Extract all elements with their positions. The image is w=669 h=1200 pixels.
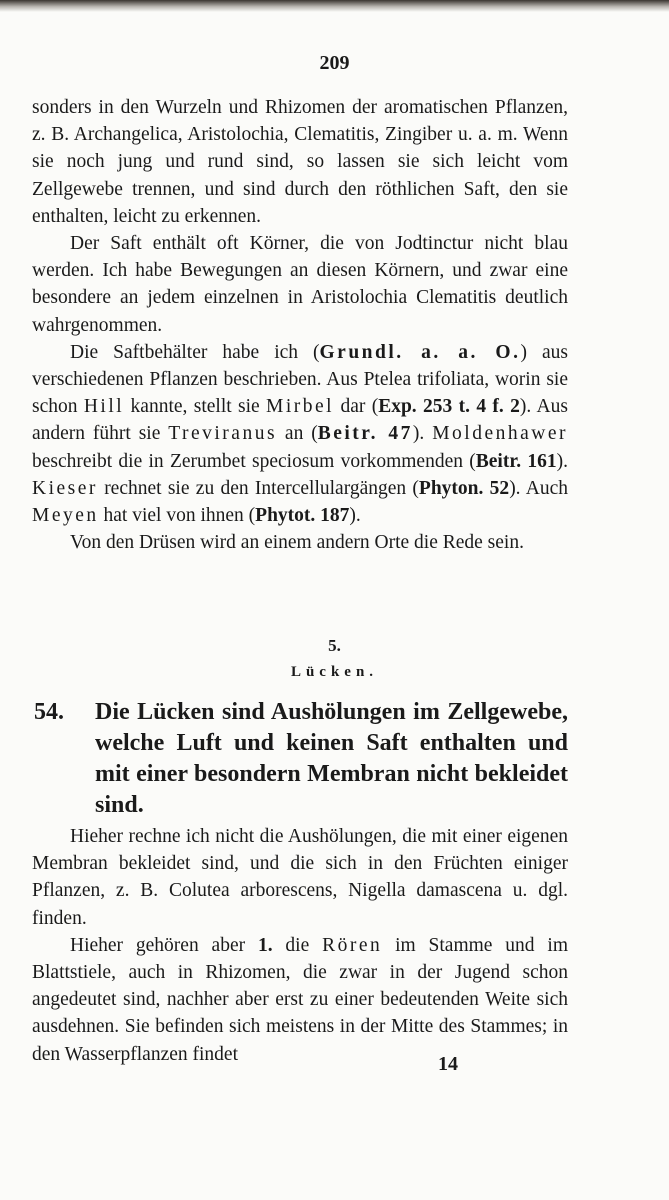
section-number: 5.: [328, 636, 341, 655]
paragraph-druesen: Von den Drüsen wird an einem andern Orte die Rede sein.: [70, 532, 524, 554]
citation-phytot: Phytot. 187: [255, 505, 350, 527]
author-meyen: Meyen: [32, 505, 99, 527]
author-moldenhawer: Moldenhawer: [432, 423, 568, 445]
body-text-lower: [32, 823, 568, 1068]
citation-beitr-161: Beitr. 161: [475, 450, 557, 472]
paragraph-saft-koerner: Der Saft enthält oft Körner, die von Jodtinctur nicht blau werden. Ich habe Bewegungen an diesen Körnern, und zwar eine besondere an jedem einzelnen in Aristolochia Clematitis deutlich wahrgenommen.: [32, 233, 568, 336]
paragraph-hieher-nicht: Hieher rechne ich nicht die Aushölungen, die mit einer eigenen Membran bekleidet sind, und die sich in den Früchten einiger Pflanzen, z. B. Colutea arborescens, Nigella damascena u. dgl. finden.: [32, 826, 568, 929]
author-kieser: Kieser: [32, 477, 98, 499]
author-hill: Hill: [83, 396, 125, 418]
page-number: 209: [319, 52, 350, 74]
heading-text: Die Lücken sind Aushölungen im Zellgewebe, welche Luft und keinen Saft enthalten und mit einer besondern Membran nicht bekleidet sind.: [95, 699, 568, 818]
signature-mark: 14: [438, 1053, 458, 1075]
paragraph-saftbehaelter: Die Saftbehälter habe ich (Grundl. a. a. O.) aus verschiedenen Pflanzen beschrieben. Aus Ptelea trifoliata, worin sie schon Hill kannte, stellt sie Mirbel dar (Exp. 253 t. 4 f. 2). Aus andern führt sie Treviranus an (Beitr. 47). Moldenhawer beschreibt die in Zerumbet speciosum vorkommenden (Beitr. 161). Kieser rechnet sie zu den Intercellulargängen (Phyton. 52). Auch Meyen hat viel von ihnen (Phytot. 187).: [32, 341, 568, 527]
section-title: Lücken.: [290, 664, 379, 680]
author-mirbel: Mirbel: [266, 396, 335, 418]
citation-exp: Exp. 253 t. 4 f. 2: [378, 396, 520, 418]
citation-beitr-47: Beitr. 47: [317, 423, 413, 445]
page-top-edge-shadow: [0, 0, 669, 12]
term-roeren: Rören: [322, 934, 383, 956]
numbered-heading: [34, 697, 568, 821]
paragraph-hieher-roeren: Hieher gehören aber 1. die Rören im Stamme und im Blattstiele, auch in Rhizomen, die zwar in der Jugend schon angedeutet sind, nachher aber erst zu einer bedeutenden Weite sich ausdehnen. Sie befinden sich meistens in der Mitte des Stammes; in den Wasserpflanzen findet: [32, 934, 568, 1065]
citation-grundl: Grundl. a. a. O.: [319, 341, 521, 363]
paragraph-continuation: sonders in den Wurzeln und Rhizomen der aromatischen Pflanzen, z. B. Archangelica, Aristolochia, Clematitis, Zingiber u. a. m. Wenn sie noch jung und rund sind, so lassen sie sich leicht vom Zellgewebe trennen, und sind durch den röthlichen Saft, den sie enthalten, leicht zu erkennen.: [32, 97, 568, 227]
heading-number: 54.: [34, 699, 64, 725]
citation-phyton: Phyton. 52: [418, 477, 510, 499]
author-treviranus: Treviranus: [168, 423, 278, 445]
body-text-upper: [32, 94, 568, 556]
list-number-1: 1.: [257, 934, 273, 956]
